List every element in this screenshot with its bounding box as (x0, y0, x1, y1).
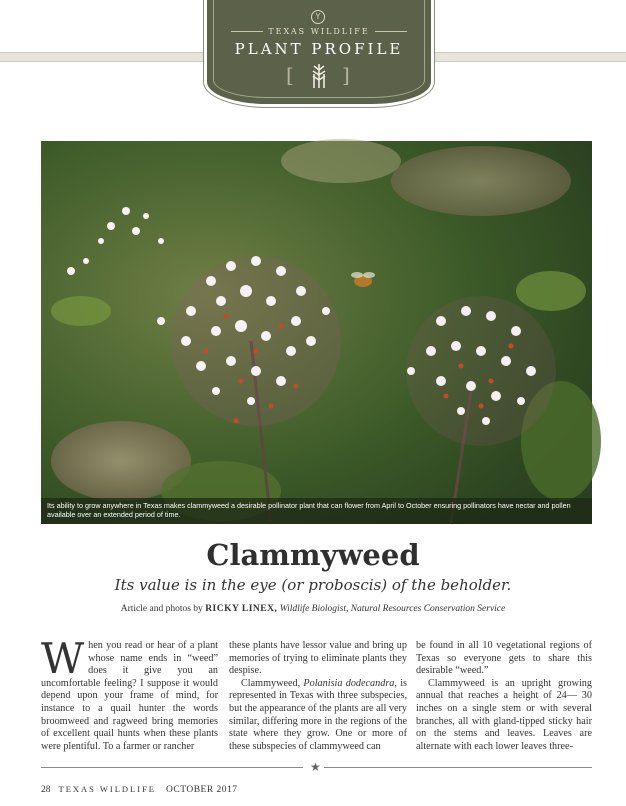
svg-text:[: [ (286, 63, 302, 87)
badge-magazine-name: TEXAS WILDLIFE (268, 27, 370, 36)
byline-prefix: Article and photos by (120, 604, 203, 614)
column-1 (41, 634, 218, 753)
paragraph-text: Clammyweed, (241, 677, 304, 689)
footer-rule-right (324, 767, 592, 768)
plant-stalk-icon (207, 60, 431, 90)
star-icon: ★ (310, 760, 321, 774)
photo-caption: Its ability to grow anywhere in Texas makes clammyweed a desirable pollinator plant that can flower from April to October ensuring pollinators have nectar and pollen available over an extended period of time. (47, 501, 571, 519)
paragraph-text: is represented in Texas with three subspecies, but the appearance of the plants are all very similar, differing more in the regions of the state where they grow. One or more of these subspecies of clammyweed can (229, 677, 407, 752)
section-badge (207, 0, 431, 104)
clammyweed-photo (41, 141, 592, 524)
footer-magazine: TEXAS WILDLIFE (58, 784, 156, 794)
section-title: PLANT PROFILE (234, 40, 404, 58)
scientific-name: Polanisia dodecandra, (303, 677, 397, 689)
footer-rule-left (41, 767, 303, 768)
author-role: Wildlife Biologist, Natural Resources Conservation Service (279, 604, 506, 614)
footer-issue: OCTOBER 2017 (166, 785, 238, 795)
paragraph (41, 634, 218, 753)
circle-logo-icon: Y (311, 10, 325, 24)
paragraph (229, 678, 407, 754)
column-3 (416, 640, 592, 753)
column-2 (229, 640, 407, 753)
byline (0, 604, 626, 614)
paragraph: be found in all 10 vegetational regions of Texas so everyone gets to share this desirable “weed.” (416, 640, 592, 677)
svg-text:]: ] (342, 63, 358, 87)
article-deck: Its value is in the eye (or proboscis) of the beholder. (114, 576, 512, 594)
paragraph: these plants have lessor value and bring up memories of trying to eliminate plants they despise. (229, 640, 407, 677)
paragraph: Clammyweed is an upright growing annual that reaches a height of 24— 30 inches on a single stem or with several branches, all with gland-tipped sticky hair on the stems and leaves. Leaves are alternate with each lower leaves three- (416, 677, 592, 752)
paragraph-text: hen you read or hear of a plant whose name ends in “weed” does it give you an uncomfortable feeling? I suppose it would depend upon your frame of mind, for instance to a quail hunter the words broomweed and ragweed bring memories of excellent quail hunts when these plants were plentiful. To a farmer or rancher (41, 640, 218, 752)
page-footer (41, 784, 238, 795)
drop-cap: W (41, 634, 85, 683)
author-name: RICKY LINEX, (205, 604, 278, 614)
page-number: 28 (41, 785, 51, 795)
article-title: Clammyweed (206, 538, 420, 572)
